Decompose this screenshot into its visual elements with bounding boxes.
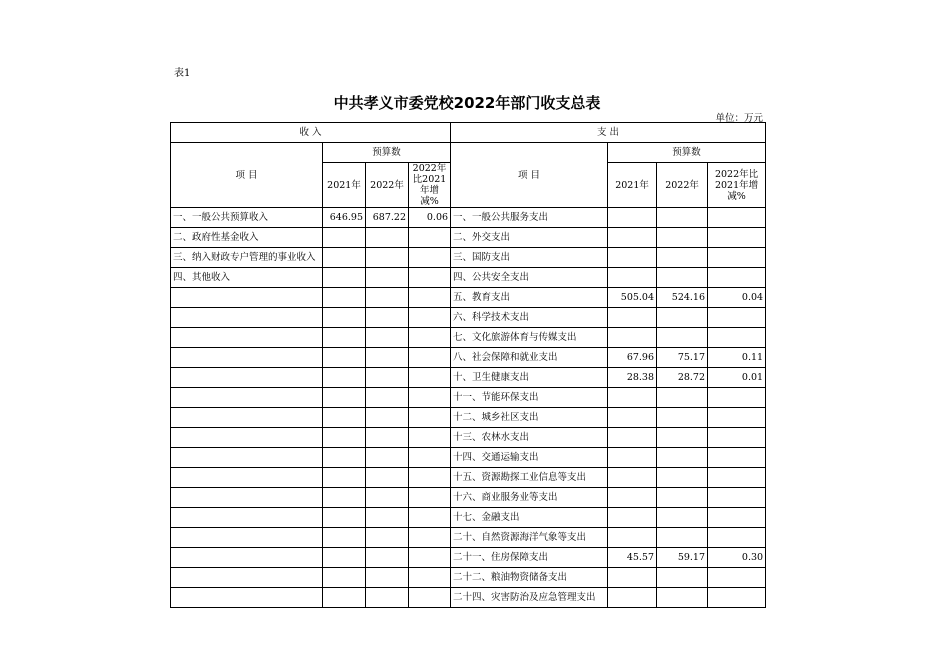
- expense-2022-cell: 28.72: [657, 368, 708, 388]
- income-2021-cell: [323, 568, 366, 588]
- expense-2021-cell: [608, 568, 657, 588]
- income-change-cell: [409, 408, 451, 428]
- table-row: [171, 248, 766, 268]
- expense-2022-cell: 75.17: [657, 348, 708, 368]
- table-row: [171, 528, 766, 548]
- income-change-cell: [409, 388, 451, 408]
- income-change-cell: [409, 488, 451, 508]
- expense-2021-cell: [608, 488, 657, 508]
- header-row-top: [171, 123, 766, 143]
- expense-2022-cell: [657, 448, 708, 468]
- expense-item-cell: 十六、商业服务业等支出: [451, 488, 608, 508]
- expense-change-cell: [708, 308, 766, 328]
- income-item-cell: 三、纳入财政专户管理的事业收入: [171, 248, 323, 268]
- expense-2022-cell: [657, 508, 708, 528]
- income-change-cell: [409, 568, 451, 588]
- expense-change-cell: 0.30: [708, 548, 766, 568]
- expense-2021-cell: [608, 588, 657, 608]
- income-change-cell: 0.06: [409, 208, 451, 228]
- expense-2022-cell: [657, 468, 708, 488]
- expense-header: 支 出: [451, 123, 766, 143]
- income-item-cell: [171, 468, 323, 488]
- expense-2021-header: 2021年: [608, 163, 657, 208]
- expense-2022-cell: [657, 228, 708, 248]
- expense-2022-cell: [657, 488, 708, 508]
- income-2022-header: 2022年: [366, 163, 409, 208]
- income-change-cell: [409, 328, 451, 348]
- income-2022-cell: [366, 428, 409, 448]
- income-item-cell: [171, 328, 323, 348]
- table-number: 表1: [174, 68, 191, 79]
- expense-2021-cell: [608, 528, 657, 548]
- income-2022-cell: [366, 368, 409, 388]
- expense-item-cell: 十七、金融支出: [451, 508, 608, 528]
- income-2021-cell: [323, 408, 366, 428]
- income-2021-header: 2021年: [323, 163, 366, 208]
- expense-change-cell: [708, 408, 766, 428]
- expense-change-cell: [708, 248, 766, 268]
- income-change-cell: [409, 468, 451, 488]
- income-change-cell: [409, 308, 451, 328]
- income-2022-cell: [366, 468, 409, 488]
- expense-2021-cell: 67.96: [608, 348, 657, 368]
- expense-change-cell: 0.04: [708, 288, 766, 308]
- expense-change-cell: [708, 448, 766, 468]
- expense-2022-cell: [657, 428, 708, 448]
- income-item-cell: [171, 428, 323, 448]
- expense-2021-cell: 45.57: [608, 548, 657, 568]
- income-change-cell: [409, 428, 451, 448]
- table-row: [171, 588, 766, 608]
- income-change-header: 2022年比2021年增减%: [409, 163, 451, 208]
- table-row: [171, 228, 766, 248]
- expense-change-cell: [708, 588, 766, 608]
- income-change-cell: [409, 548, 451, 568]
- expense-change-cell: [708, 468, 766, 488]
- income-2021-cell: [323, 468, 366, 488]
- income-2022-cell: [366, 328, 409, 348]
- income-item-cell: [171, 568, 323, 588]
- income-change-cell: [409, 248, 451, 268]
- expense-change-cell: [708, 568, 766, 588]
- expense-change-cell: [708, 428, 766, 448]
- income-2021-cell: [323, 328, 366, 348]
- income-item-header: 项 目: [171, 143, 323, 208]
- income-item-cell: [171, 548, 323, 568]
- income-2021-cell: [323, 308, 366, 328]
- income-change-cell: [409, 228, 451, 248]
- income-2022-cell: [366, 548, 409, 568]
- expense-2022-cell: [657, 328, 708, 348]
- expense-2022-cell: [657, 208, 708, 228]
- expense-item-cell: 三、国防支出: [451, 248, 608, 268]
- income-2021-cell: [323, 428, 366, 448]
- expense-item-cell: 十三、农林水支出: [451, 428, 608, 448]
- expense-2022-cell: [657, 528, 708, 548]
- income-header: 收 入: [171, 123, 451, 143]
- income-item-cell: [171, 448, 323, 468]
- table-row: [171, 448, 766, 468]
- expense-change-cell: [708, 228, 766, 248]
- income-2021-cell: [323, 268, 366, 288]
- income-2021-cell: [323, 528, 366, 548]
- income-2022-cell: [366, 308, 409, 328]
- expense-2021-cell: 28.38: [608, 368, 657, 388]
- income-2021-cell: [323, 248, 366, 268]
- income-change-cell: [409, 448, 451, 468]
- income-item-cell: [171, 508, 323, 528]
- expense-change-cell: [708, 388, 766, 408]
- income-2022-cell: [366, 388, 409, 408]
- expense-item-cell: 十四、交通运输支出: [451, 448, 608, 468]
- expense-2022-cell: [657, 408, 708, 428]
- income-2022-cell: [366, 488, 409, 508]
- expense-change-cell: [708, 528, 766, 548]
- table-row: [171, 348, 766, 368]
- expense-2021-cell: [608, 328, 657, 348]
- expense-item-cell: 十一、节能环保支出: [451, 388, 608, 408]
- expense-2022-cell: 524.16: [657, 288, 708, 308]
- expense-change-cell: 0.11: [708, 348, 766, 368]
- expense-item-cell: 十二、城乡社区支出: [451, 408, 608, 428]
- income-item-cell: [171, 308, 323, 328]
- expense-change-cell: [708, 268, 766, 288]
- expense-2021-cell: 505.04: [608, 288, 657, 308]
- income-change-cell: [409, 508, 451, 528]
- expense-2022-cell: [657, 568, 708, 588]
- expense-item-cell: 十五、资源勘探工业信息等支出: [451, 468, 608, 488]
- expense-change-cell: [708, 488, 766, 508]
- income-2021-cell: [323, 448, 366, 468]
- income-item-cell: [171, 408, 323, 428]
- income-2022-cell: [366, 248, 409, 268]
- expense-item-cell: 四、公共安全支出: [451, 268, 608, 288]
- income-2022-cell: [366, 228, 409, 248]
- table-row: [171, 328, 766, 348]
- expense-item-cell: 一、一般公共服务支出: [451, 208, 608, 228]
- table-row: [171, 388, 766, 408]
- income-item-cell: [171, 348, 323, 368]
- income-item-cell: 一、一般公共预算收入: [171, 208, 323, 228]
- table-row: [171, 408, 766, 428]
- expense-2022-cell: [657, 248, 708, 268]
- header-row-mid: [171, 143, 766, 163]
- table-row: [171, 288, 766, 308]
- expense-item-cell: 二十、自然资源海洋气象等支出: [451, 528, 608, 548]
- income-2022-cell: [366, 568, 409, 588]
- income-item-cell: [171, 528, 323, 548]
- expense-2022-cell: 59.17: [657, 548, 708, 568]
- income-2021-cell: [323, 228, 366, 248]
- expense-item-cell: 二、外交支出: [451, 228, 608, 248]
- income-2022-cell: [366, 288, 409, 308]
- table-row: [171, 368, 766, 388]
- table-row: [171, 508, 766, 528]
- expense-budget-header: 预算数: [608, 143, 766, 163]
- income-item-cell: 四、其他收入: [171, 268, 323, 288]
- expense-2021-cell: [608, 228, 657, 248]
- income-2022-cell: [366, 268, 409, 288]
- expense-item-cell: 二十四、灾害防治及应急管理支出: [451, 588, 608, 608]
- expense-2021-cell: [608, 408, 657, 428]
- income-2021-cell: [323, 488, 366, 508]
- expense-2022-header: 2022年: [657, 163, 708, 208]
- income-2022-cell: [366, 508, 409, 528]
- income-change-cell: [409, 528, 451, 548]
- income-change-cell: [409, 588, 451, 608]
- income-change-cell: [409, 268, 451, 288]
- income-item-cell: [171, 288, 323, 308]
- income-item-cell: [171, 388, 323, 408]
- income-2021-cell: [323, 388, 366, 408]
- expense-2022-cell: [657, 588, 708, 608]
- table-row: [171, 488, 766, 508]
- expense-2021-cell: [608, 448, 657, 468]
- expense-2021-cell: [608, 428, 657, 448]
- table-row: [171, 268, 766, 288]
- income-change-cell: [409, 348, 451, 368]
- expense-change-cell: [708, 508, 766, 528]
- expense-2022-cell: [657, 308, 708, 328]
- expense-2022-cell: [657, 268, 708, 288]
- expense-2022-cell: [657, 388, 708, 408]
- expense-item-cell: 二十二、粮油物资储备支出: [451, 568, 608, 588]
- income-item-cell: [171, 588, 323, 608]
- table-row: [171, 568, 766, 588]
- expense-2021-cell: [608, 248, 657, 268]
- expense-item-cell: 八、社会保障和就业支出: [451, 348, 608, 368]
- expense-item-header: 项 目: [451, 143, 608, 208]
- income-2022-cell: [366, 348, 409, 368]
- expense-2021-cell: [608, 208, 657, 228]
- expense-item-cell: 七、文化旅游体育与传媒支出: [451, 328, 608, 348]
- income-2021-cell: [323, 508, 366, 528]
- table-row: [171, 208, 766, 228]
- income-2021-cell: [323, 288, 366, 308]
- income-2022-cell: 687.22: [366, 208, 409, 228]
- income-2022-cell: [366, 408, 409, 428]
- income-2021-cell: 646.95: [323, 208, 366, 228]
- budget-table: [170, 122, 766, 608]
- table-row: [171, 548, 766, 568]
- page-title: 中共孝义市委党校2022年部门收支总表: [333, 94, 601, 112]
- income-2022-cell: [366, 528, 409, 548]
- expense-2021-cell: [608, 388, 657, 408]
- income-2021-cell: [323, 348, 366, 368]
- income-item-cell: [171, 488, 323, 508]
- income-2021-cell: [323, 548, 366, 568]
- income-2021-cell: [323, 588, 366, 608]
- expense-item-cell: 二十一、住房保障支出: [451, 548, 608, 568]
- income-item-cell: 二、政府性基金收入: [171, 228, 323, 248]
- unit-label: 单位：万元: [715, 113, 763, 124]
- expense-change-cell: 0.01: [708, 368, 766, 388]
- expense-2021-cell: [608, 308, 657, 328]
- income-budget-header: 预算数: [323, 143, 451, 163]
- income-change-cell: [409, 368, 451, 388]
- expense-2021-cell: [608, 508, 657, 528]
- table-row: [171, 308, 766, 328]
- expense-change-cell: [708, 208, 766, 228]
- expense-2021-cell: [608, 468, 657, 488]
- expense-item-cell: 十、卫生健康支出: [451, 368, 608, 388]
- income-2022-cell: [366, 448, 409, 468]
- expense-item-cell: 六、科学技术支出: [451, 308, 608, 328]
- expense-2021-cell: [608, 268, 657, 288]
- table-row: [171, 468, 766, 488]
- expense-change-cell: [708, 328, 766, 348]
- income-2022-cell: [366, 588, 409, 608]
- expense-item-cell: 五、教育支出: [451, 288, 608, 308]
- expense-change-header: 2022年比2021年增减%: [708, 163, 766, 208]
- income-item-cell: [171, 368, 323, 388]
- income-change-cell: [409, 288, 451, 308]
- table-row: [171, 428, 766, 448]
- income-2021-cell: [323, 368, 366, 388]
